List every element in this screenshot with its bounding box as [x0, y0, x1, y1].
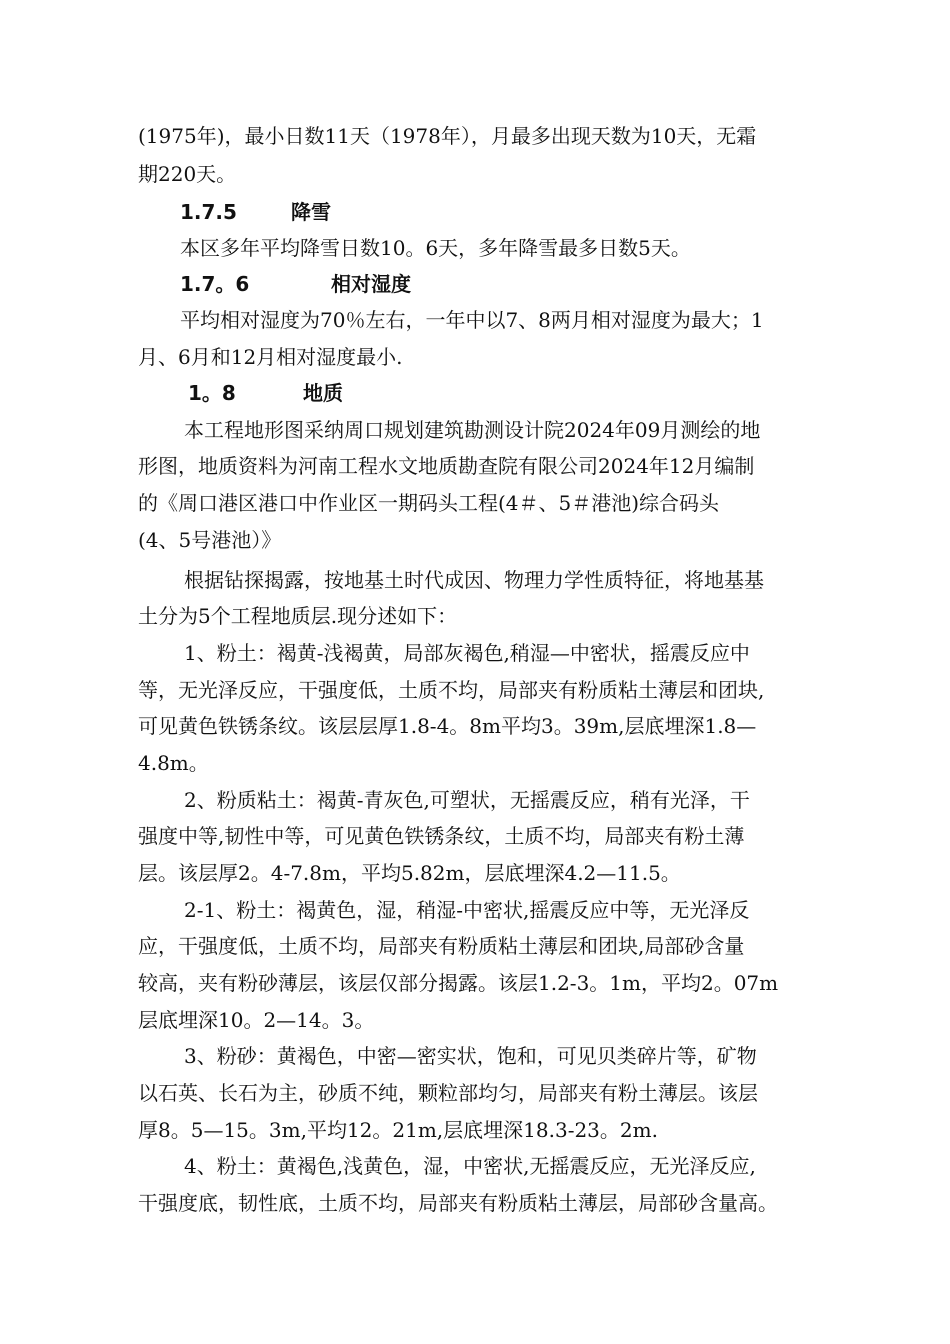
paragraph-line: 土分为5个工程地质层.现分述如下：	[138, 604, 458, 628]
paragraph-line: 4、粉土：黄褐色,浅黄色，湿，中密状,无摇震反应，无光泽反应,	[184, 1154, 756, 1178]
paragraph-line: 应，干强度低，土质不均，局部夹有粉质粘土薄层和团块,局部砂含量	[138, 934, 745, 958]
paragraph-line: 4.8m。	[138, 751, 209, 775]
section-title: 降雪	[291, 200, 331, 224]
section-heading-geology	[188, 380, 343, 406]
paragraph-line: 厚8。5—15。3m,平均12。21m,层底埋深18.3-23。2m.	[138, 1118, 658, 1142]
paragraph-line: 干强度底，韧性底，土质不均，局部夹有粉质粘土薄层，局部砂含量高。	[138, 1191, 778, 1215]
paragraph-line: 期220天。	[138, 162, 237, 186]
section-number: 1。8	[188, 381, 236, 405]
paragraph-line: 以石英、长石为主，砂质不纯，颗粒部均匀，局部夹有粉土薄层。该层	[138, 1081, 758, 1105]
paragraph-line: (4、5号港池）》	[138, 528, 282, 552]
paragraph-line: (1975年)，最小日数11天（1978年），月最多出现天数为10天，无霜	[138, 124, 757, 148]
paragraph-line: 根据钻探揭露，按地基土时代成因、物理力学性质特征，将地基基	[184, 568, 764, 592]
paragraph-line: 层底埋深10。2—14。3。	[138, 1008, 375, 1032]
paragraph-line: 3、粉砂：黄褐色，中密—密实状，饱和，可见贝类碎片等，矿物	[184, 1044, 757, 1068]
paragraph-line: 的《周口港区港口中作业区一期码头工程(4＃、5＃港池)综合码头	[138, 491, 720, 515]
section-heading-humidity	[180, 271, 411, 297]
paragraph-line: 层。该层厚2。4-7.8m，平均5.82m，层底埋深4.2—11.5。	[138, 861, 681, 885]
section-number: 1.7。6	[180, 272, 250, 296]
paragraph-line: 本区多年平均降雪日数10。6天，多年降雪最多日数5天。	[180, 236, 691, 260]
paragraph-line: 2、粉质粘土：褐黄-青灰色,可塑状，无摇震反应，稍有光泽，干	[184, 788, 750, 812]
paragraph-line: 1、粉土：褐黄-浅褐黄，局部灰褐色,稍湿—中密状，摇震反应中	[184, 641, 750, 665]
paragraph-line: 2-1、粉土：褐黄色，湿，稍湿-中密状,摇震反应中等，无光泽反	[184, 898, 750, 922]
paragraph-line: 平均相对湿度为70％左右，一年中以7、8两月相对湿度为最大；1	[180, 308, 764, 332]
section-title: 地质	[303, 381, 343, 405]
paragraph-line: 较高，夹有粉砂薄层，该层仅部分揭露。该层1.2-3。1m，平均2。07m	[138, 971, 779, 995]
section-heading-snow	[180, 199, 331, 225]
paragraph-line: 等，无光泽反应，干强度低，土质不均，局部夹有粉质粘土薄层和团块,	[138, 678, 765, 702]
paragraph-line: 形图，地质资料为河南工程水文地质勘查院有限公司2024年12月编制	[138, 454, 755, 478]
paragraph-line: 本工程地形图采纳周口规划建筑勘测设计院2024年09月测绘的地	[184, 418, 761, 442]
section-number: 1.7.5	[180, 200, 237, 224]
paragraph-line: 强度中等,韧性中等，可见黄色铁锈条纹，土质不均，局部夹有粉土薄	[138, 824, 745, 848]
section-title: 相对湿度	[331, 272, 411, 296]
paragraph-line: 月、6月和12月相对湿度最小.	[138, 345, 403, 369]
paragraph-line: 可见黄色铁锈条纹。该层层厚1.8-4。8m平均3。39m,层底埋深1.8—	[138, 714, 757, 738]
